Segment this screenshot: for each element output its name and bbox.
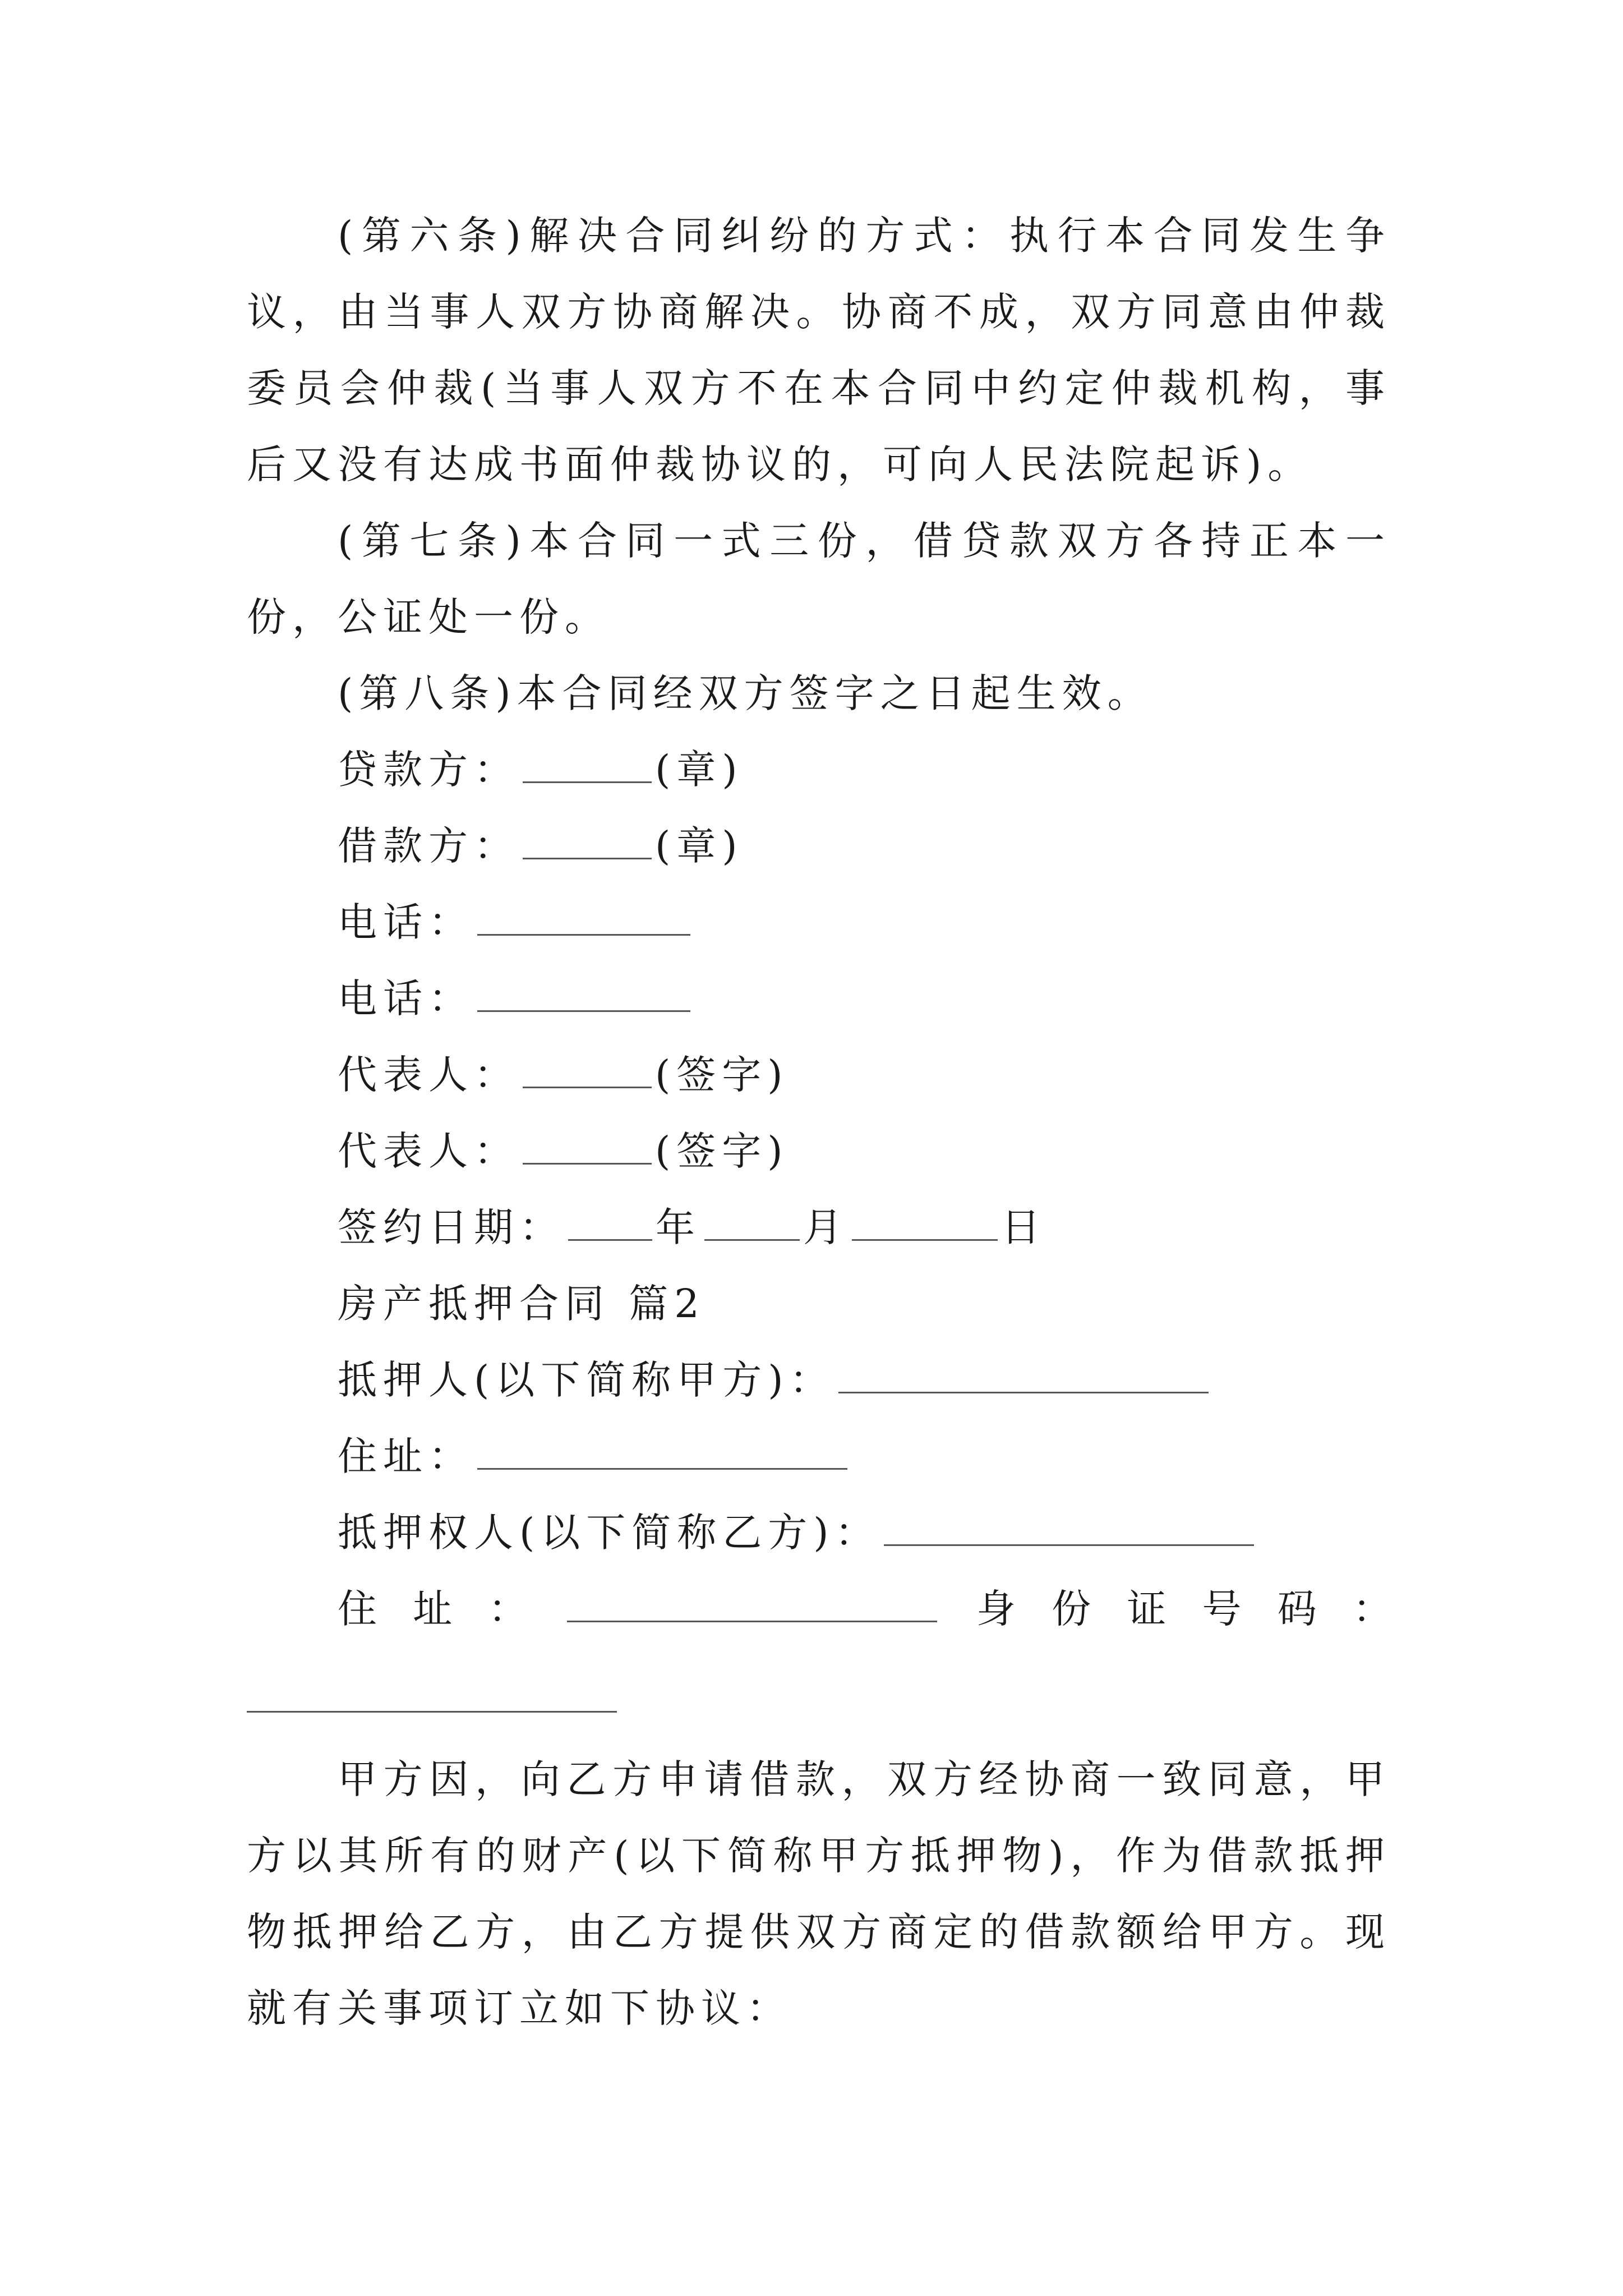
id-char: 份: [1052, 1586, 1091, 1632]
borrower-seal-note: (章): [655, 823, 744, 869]
id-char: 号: [1202, 1586, 1242, 1632]
lender-label: 贷款方：: [338, 747, 519, 793]
mortgagor-label: 抵押人(以下简称甲方)：: [338, 1357, 835, 1403]
day-blank[interactable]: [852, 1208, 998, 1241]
article-8-line: (第八条)本合同经双方签字之日起生效。: [338, 670, 1153, 716]
mortgagee-label: 抵押权人(以下简称乙方)：: [338, 1510, 880, 1556]
id-char: 证: [1127, 1586, 1166, 1632]
lender-line: [338, 731, 744, 808]
address-blank-2[interactable]: [567, 1589, 937, 1622]
borrower-blank[interactable]: [523, 826, 652, 859]
mortgagor-line: [338, 1342, 1212, 1418]
address-char: 址: [413, 1586, 453, 1632]
phone-line-1: [338, 884, 694, 960]
id-char: 身: [976, 1586, 1016, 1632]
representative-label: 代表人：: [338, 1052, 519, 1098]
article-6-paragraph: (第六条)解决合同纠纷的方式：执行本合同发生争议，由当事人双方协商解决。协商不成，双方同意由仲裁委员会仲裁(当事人双方不在本合同中约定仲裁机构，事后又没有达成书面仲裁协议的，可向人民法院起诉)。: [247, 213, 1391, 487]
mortgagee-blank[interactable]: [884, 1513, 1254, 1546]
year-blank[interactable]: [568, 1208, 652, 1241]
borrower-label: 借款方：: [338, 823, 519, 869]
borrower-line: [338, 808, 744, 884]
lender-seal-note: (章): [655, 747, 744, 793]
phone-label: 电话：: [338, 899, 474, 945]
representative-line-1: [338, 1037, 789, 1113]
representative-label: 代表人：: [338, 1128, 519, 1174]
address-colon: ：: [488, 1586, 528, 1632]
signing-date-label: 签约日期：: [338, 1204, 565, 1250]
article-7-paragraph: (第七条)本合同一式三份，借贷款双方各持正本一份，公证处一份。: [247, 518, 1391, 640]
signature-note: (签字): [655, 1128, 789, 1174]
signing-date-line: [338, 1189, 1046, 1266]
signature-note: (签字): [655, 1052, 789, 1098]
representative-line-2: [338, 1113, 789, 1189]
month-blank[interactable]: [704, 1208, 800, 1241]
phone-label: 电话：: [338, 976, 474, 1022]
body-paragraph: 甲方因，向乙方申请借款，双方经协商一致同意，甲方以其所有的财产(以下简称甲方抵押物)，作为借款抵押物抵押给乙方，由乙方提供双方商定的借款额给甲方。现就有关事项订立如下协议：: [247, 1756, 1391, 2031]
address-id-line: [338, 1571, 1392, 1647]
address-char: 住: [338, 1586, 377, 1632]
id-colon: ：: [1352, 1586, 1392, 1632]
phone-blank[interactable]: [477, 979, 690, 1012]
representative-blank[interactable]: [523, 1055, 652, 1088]
lender-blank[interactable]: [523, 750, 652, 783]
year-text: 年: [656, 1204, 701, 1250]
mortgagee-line: [338, 1494, 1257, 1571]
mortgagor-blank[interactable]: [838, 1360, 1209, 1393]
id-char: 码: [1277, 1586, 1317, 1632]
section-title: 房产抵押合同 篇2: [338, 1281, 706, 1327]
address-label: 住址：: [338, 1433, 474, 1479]
day-text: 日: [1001, 1204, 1046, 1250]
address-line: [338, 1418, 851, 1494]
address-blank[interactable]: [477, 1437, 847, 1470]
representative-blank[interactable]: [523, 1131, 652, 1165]
phone-line-2: [338, 960, 694, 1037]
phone-blank[interactable]: [477, 903, 690, 936]
month-text: 月: [803, 1204, 849, 1250]
id-number-blank[interactable]: [247, 1711, 617, 1713]
